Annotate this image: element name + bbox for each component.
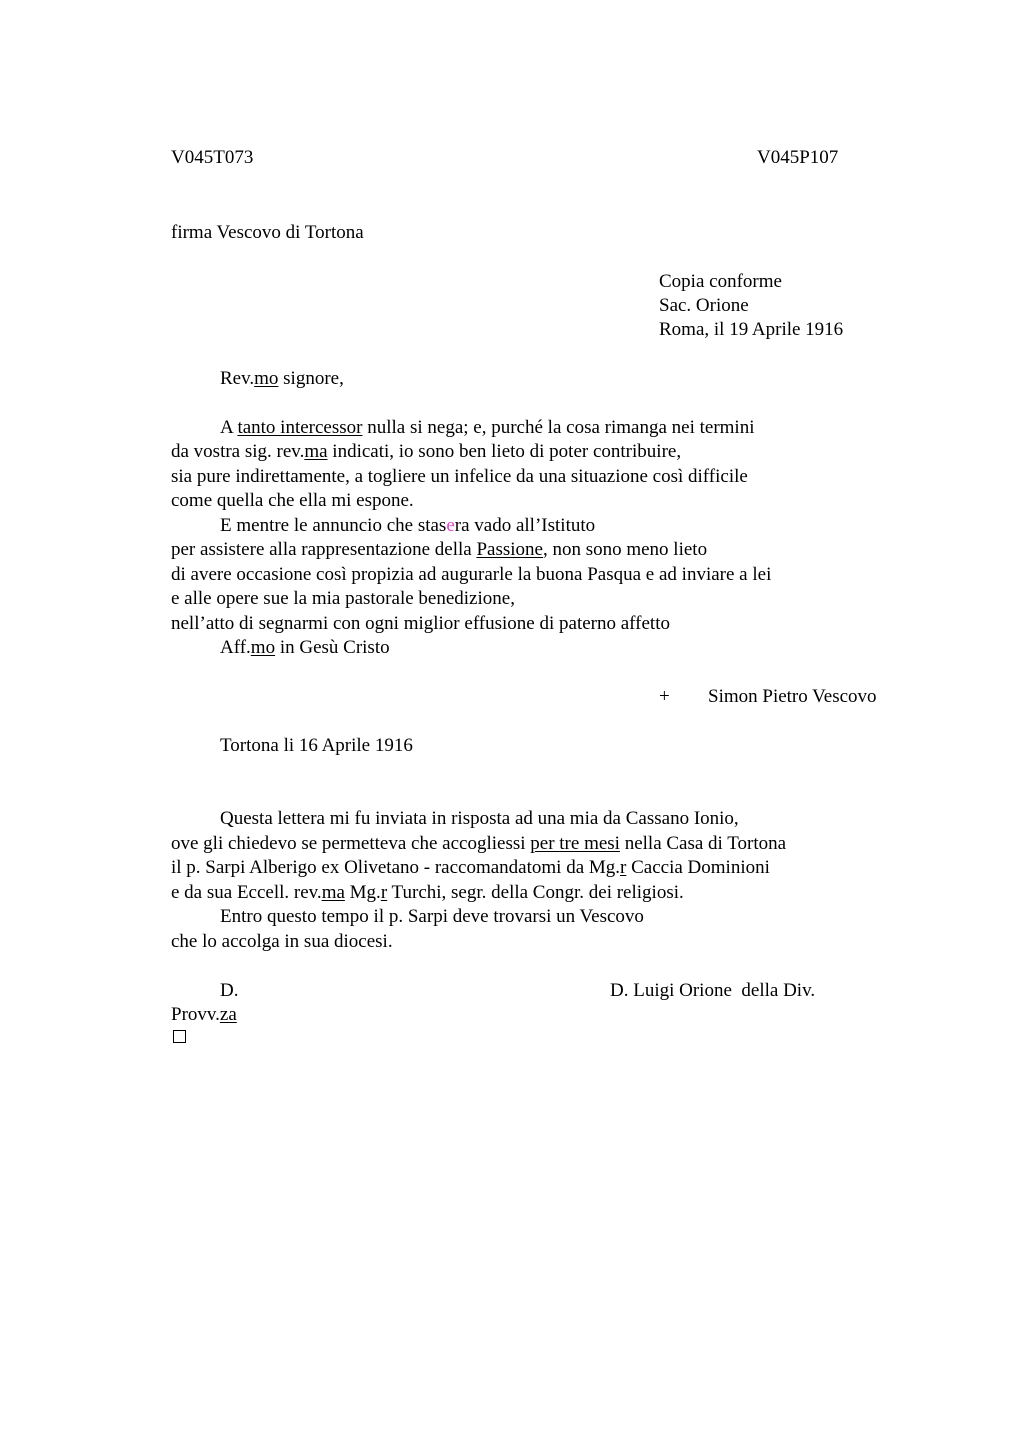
signature-note: firma Vescovo di Tortona <box>171 222 364 243</box>
letter-text: E mentre le annuncio che stas <box>220 515 447 536</box>
letter-date: Tortona li 16 Aprile 1916 <box>220 735 413 756</box>
letter-line <box>171 440 681 464</box>
note-underlined-abbrev: r <box>620 857 627 878</box>
letter-line: come quella che ella mi espone. <box>171 490 414 511</box>
letter-text: nulla si nega; e, purché la cosa rimanga nei termini <box>362 417 755 438</box>
salutation-abbrev: mo <box>254 368 279 389</box>
letter-text: Aff. <box>220 637 251 658</box>
note-underlined-phrase: per tre mesi <box>530 833 620 854</box>
letter-text: in Gesù Cristo <box>275 637 390 658</box>
letter-line: nell’atto di segnarmi con ogni miglior effusione di paterno affetto <box>171 613 670 634</box>
letter-underlined-abbrev: ma <box>304 441 328 462</box>
footer-text: Provv. <box>171 1004 220 1025</box>
footer-author-signature: D. Luigi Orione della Div. <box>610 980 816 1001</box>
salutation <box>220 367 344 391</box>
letter-line: e alle opere sue la mia pastorale benedizione, <box>171 588 515 609</box>
note-line <box>171 832 786 856</box>
letter-line <box>171 538 707 562</box>
signature-name: Simon Pietro Vescovo <box>708 686 877 707</box>
empty-box-icon <box>173 1030 186 1043</box>
salutation-text: Rev. <box>220 368 255 389</box>
note-line: Questa lettera mi fu inviata in risposta ad una mia da Cassano Ionio, <box>220 808 739 829</box>
letter-line: sia pure indirettamente, a togliere un infelice da una situazione così difficile <box>171 466 748 487</box>
letter-text: A <box>220 417 238 438</box>
footer-underlined-abbrev: za <box>219 1004 237 1025</box>
note-line: che lo accolga in sua diocesi. <box>171 931 393 952</box>
note-text: Turchi, segr. della Congr. dei religiosi. <box>387 882 684 903</box>
letter-closing <box>220 636 390 660</box>
copy-date-line: Roma, il 19 Aprile 1916 <box>659 319 844 340</box>
copy-conforme-line: Copia conforme <box>659 271 782 292</box>
cross-symbol: + <box>659 686 670 707</box>
note-line: Entro questo tempo il p. Sarpi deve trovarsi un Vescovo <box>220 906 644 927</box>
letter-text: ra vado all’Istituto <box>454 515 596 536</box>
letter-underlined-phrase: tanto intercessor <box>237 417 363 438</box>
letter-line: di avere occasione così propizia ad augurarle la buona Pasqua e ad inviare a lei <box>171 564 772 585</box>
copy-author-line: Sac. Orione <box>659 295 749 316</box>
letter-line <box>220 514 595 538</box>
note-text: e da sua Eccell. rev. <box>171 882 322 903</box>
note-line <box>171 856 770 880</box>
letter-underlined-word: Passione <box>476 539 543 560</box>
note-text: ove gli chiedevo se permetteva che accogliessi <box>171 833 531 854</box>
letter-text: da vostra sig. rev. <box>171 441 305 462</box>
letter-line <box>220 416 754 440</box>
highlighted-letter: e <box>446 515 455 536</box>
note-text: Caccia Dominioni <box>626 857 770 878</box>
document-code-left: V045T073 <box>171 147 254 168</box>
note-text: Mg. <box>344 882 381 903</box>
letter-underlined-abbrev: mo <box>250 637 276 658</box>
letter-text: , non sono meno lieto <box>542 539 708 560</box>
note-text: il p. Sarpi Alberigo ex Olivetano - raccomandatomi da Mg. <box>171 857 621 878</box>
footer-d-left: D. <box>220 980 239 1001</box>
document-code-right: V045P107 <box>757 147 839 168</box>
note-text: nella Casa di Tortona <box>619 833 787 854</box>
note-underlined-abbrev: r <box>380 882 388 903</box>
note-line <box>171 881 684 905</box>
note-underlined-abbrev: ma <box>321 882 345 903</box>
footer-provvidenza <box>171 1003 237 1027</box>
salutation-text-end: signore, <box>278 368 344 389</box>
letter-text: per assistere alla rappresentazione della <box>171 539 477 560</box>
letter-text: indicati, io sono ben lieto di poter contribuire, <box>327 441 682 462</box>
